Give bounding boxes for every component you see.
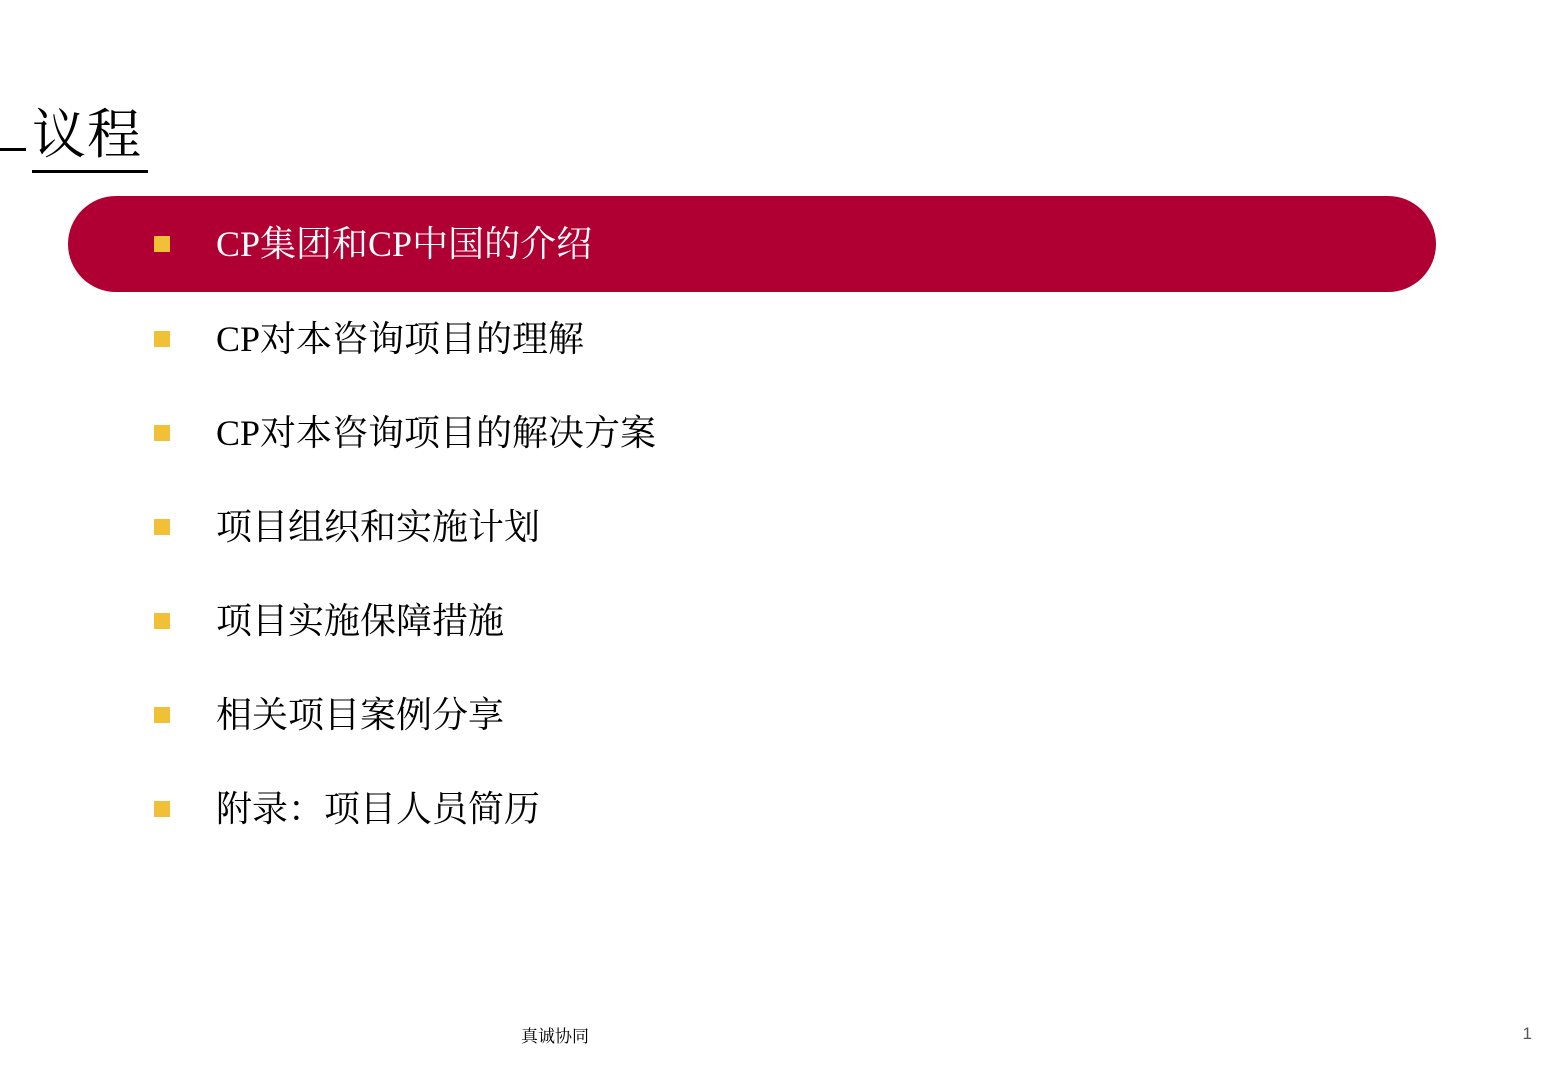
list-item-label: 项目实施保障措施 bbox=[216, 601, 505, 641]
list-item[interactable] bbox=[68, 480, 1468, 574]
list-item-label: 附录：项目人员简历 bbox=[216, 789, 541, 829]
square-bullet-icon bbox=[154, 613, 170, 629]
page-title: 议程 bbox=[32, 105, 142, 165]
list-item-label: 相关项目案例分享 bbox=[216, 695, 505, 735]
square-bullet-icon bbox=[154, 519, 170, 535]
list-item[interactable] bbox=[68, 386, 1468, 480]
square-bullet-icon bbox=[154, 425, 170, 441]
list-item-label: CP集团和CP中国的介绍 bbox=[216, 224, 593, 264]
list-item[interactable] bbox=[68, 762, 1468, 856]
footer-text: 真诚协同 bbox=[521, 1027, 589, 1046]
list-item[interactable] bbox=[68, 574, 1468, 668]
list-item[interactable] bbox=[68, 668, 1468, 762]
page-number: 1 bbox=[1522, 1024, 1532, 1043]
title-leading-dash bbox=[0, 148, 26, 151]
square-bullet-icon bbox=[154, 707, 170, 723]
square-bullet-icon bbox=[154, 801, 170, 817]
list-item[interactable] bbox=[68, 196, 1436, 292]
square-bullet-icon bbox=[154, 331, 170, 347]
list-item-label: 项目组织和实施计划 bbox=[216, 507, 541, 547]
title-underline bbox=[32, 170, 148, 173]
list-item[interactable] bbox=[68, 292, 1468, 386]
agenda-list bbox=[68, 196, 1468, 856]
slide-title-group bbox=[0, 104, 1460, 176]
list-item-label: CP对本咨询项目的理解 bbox=[216, 319, 585, 359]
list-item-label: CP对本咨询项目的解决方案 bbox=[216, 413, 657, 453]
square-bullet-icon bbox=[154, 236, 170, 252]
